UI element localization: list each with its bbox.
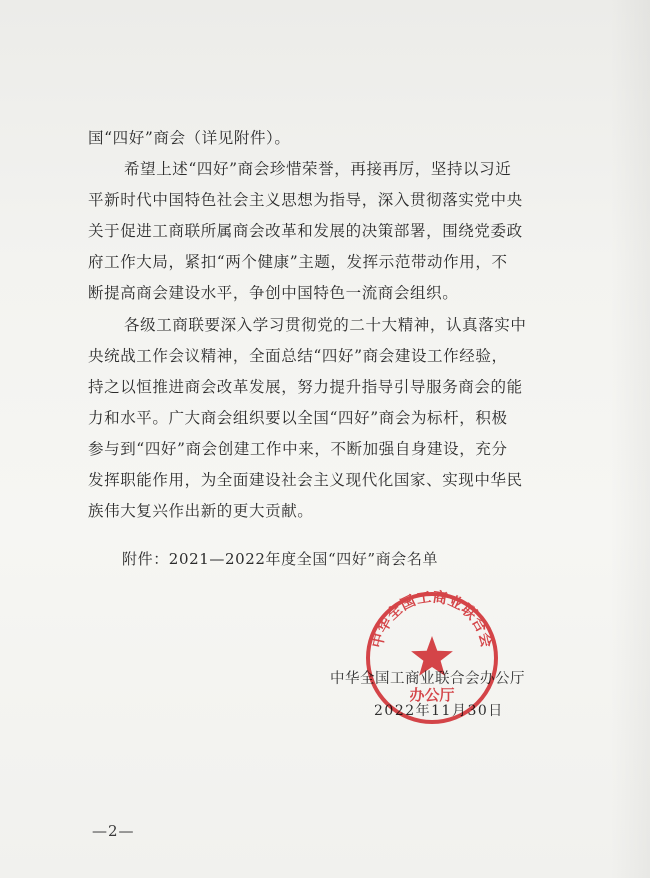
attachment-note: 附件：2021—2022年度全国“四好”商会名单 [122,550,439,568]
text-line: 断提高商会建设水平，争创中国特色一流商会组织。 [88,284,459,302]
text-line: 各级工商联要深入学习贯彻党的二十大精神，认真落实中 [124,316,527,334]
official-seal-stamp [362,588,502,728]
text-line: 力和水平。广大商会组织要以全国“四好”商会为标杆，积极 [88,409,508,427]
text-line: 希望上述“四好”商会珍惜荣誉，再接再厉，坚持以习近 [124,160,512,178]
text-line: 发挥职能作用，为全面建设社会主义现代化国家、实现中华民 [88,471,523,489]
seal-outer-text: 中华全国工商业联合会 [369,589,495,650]
continuation-paragraph [88,123,598,154]
text-line: 府工作大局，紧扣“两个健康”主题，发挥示范带动作用，不 [88,253,508,271]
seal-star-icon [411,636,453,676]
text-line: 央统战工作会议精神，全面总结“四好”商会建设工作经验， [88,347,508,365]
page-number: —2— [92,822,135,840]
issue-date: 2022年11月30日 [374,703,504,719]
text-line: 持之以恒推进商会改革发展，努力提升指导引导服务商会的能 [88,378,523,396]
text-line: 族伟大复兴作出新的更大贡献。 [88,502,314,520]
text-line: 平新时代中国特色社会主义思想为指导，深入贯彻落实党中央 [88,191,523,209]
text-line: 关于促进工商联所属商会改革和发展的决策部署，围绕党委政 [88,222,523,240]
paragraph-requirements [88,310,598,527]
paragraph-hope [88,154,598,309]
seal-inner-text: 办公厅 [409,686,455,704]
scan-shading [610,0,650,878]
text-line: 参与到“四好”商会创建工作中来，不断加强自身建设，充分 [88,440,508,458]
text-line: 国“四好”商会（详见附件）。 [88,129,291,147]
issuer-name: 中华全国工商业联合会办公厅 [330,671,525,687]
